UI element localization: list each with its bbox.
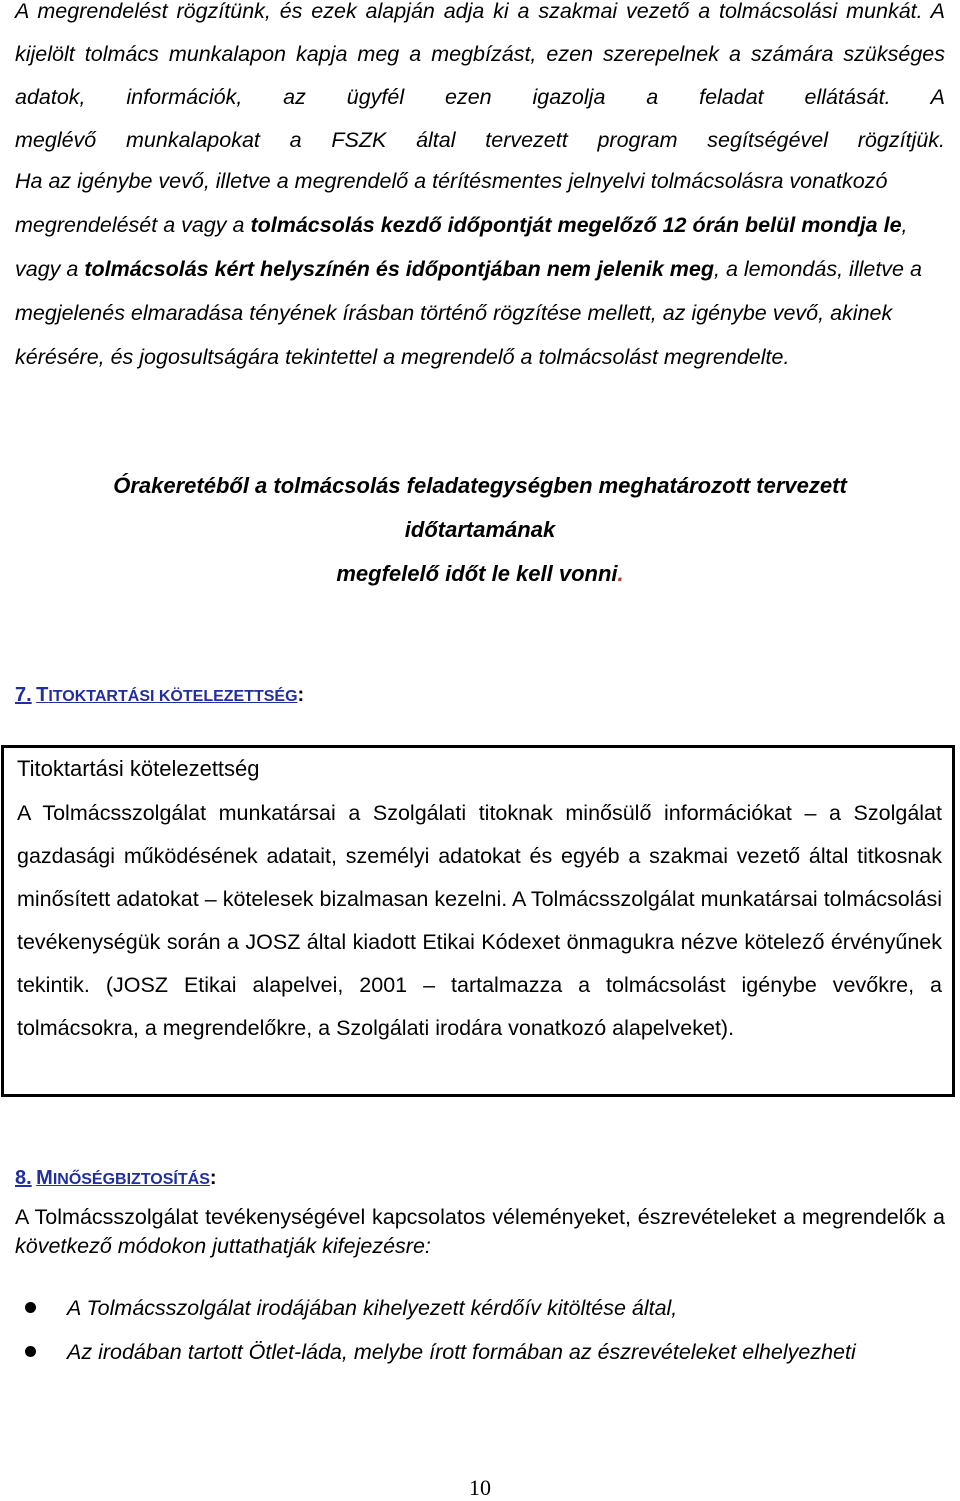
intro-paragraph-last-line: meglévő munkalapokat a FSZK által tervezett program segítségével rögzítjük.	[15, 128, 945, 152]
deduction-line-2: időtartamának	[404, 517, 556, 542]
bullet-icon	[25, 1302, 36, 1313]
section-8-number: 8.	[15, 1167, 32, 1189]
section-7-number: 7.	[15, 684, 32, 706]
deduction-line-1: Órakeretéből a tolmácsolás feladategységben meghatározott tervezett	[113, 473, 847, 498]
section-7-heading	[15, 684, 304, 707]
deduction-period: .	[617, 561, 624, 586]
deduction-line-3-text: megfelelő időt le kell vonni	[336, 561, 618, 586]
deduction-notice	[0, 464, 960, 596]
cancellation-text-2: , vagy a	[15, 213, 908, 281]
deduction-line-3	[0, 552, 960, 596]
feedback-methods-list	[0, 1286, 945, 1374]
list-item-text: Az irodában tartott Ötlet-láda, melybe írott formában az észrevételeket elhelyezheti	[67, 1340, 856, 1364]
section-7-first-letter: T	[36, 684, 49, 706]
list-item-text: A Tolmácsszolgálat irodájában kihelyezett kérdőív kitöltése által,	[67, 1296, 678, 1320]
cancellation-bold-2: tolmácsolás kért helyszínén és időpontjában nem jelenik meg	[84, 257, 714, 281]
confidentiality-box-title: Titoktartási kötelezettség	[17, 756, 260, 781]
section-8-rest: INŐSÉGBIZTOSÍTÁS	[52, 1171, 210, 1188]
feedback-italic: következő módokon juttathatják kifejezésre:	[15, 1234, 431, 1258]
section-7-rest: ITOKTARTÁSI KÖTELEZETTSÉG	[48, 688, 298, 705]
intro-paragraph	[15, 0, 945, 162]
confidentiality-box	[1, 745, 955, 1097]
cancellation-paragraph	[15, 159, 945, 379]
cancellation-bold-1: tolmácsolás kezdő időpontját megelőző 12 órán belül mondja le	[250, 213, 902, 237]
section-8-title	[36, 1167, 210, 1189]
bullet-icon	[25, 1346, 36, 1357]
feedback-paragraph	[15, 1203, 945, 1261]
section-8-colon: :	[209, 1167, 217, 1189]
confidentiality-box-body: A Tolmácsszolgálat munkatársai a Szolgálati titoknak minősülő információkat – a Szolgálat gazdasági működésének adatait, személyi adatokat és egyéb a szakmai vezető által titkosnak minősített adatokat – kötelesek bizalmasan kezelni. A Tolmácsszolgálat munkatársai tolmácsolási tevékenységük során a JOSZ által kiadott Etikai Kódexet önmagukra nézve kötelező érvényűnek tekintik. (JOSZ Etikai alapelvei, 2001 – tartalmazza a tolmácsolást igénybe vevőkre, a tolmácsokra, a megrendelőkre, a Szolgálati irodára vonatkozó alapelveket).	[17, 801, 942, 1040]
cancellation-text-1: Ha az igénybe vevő, illetve a megrendelő a térítésmentes jelnyelvi tolmácsolásra vonatkozó megrendelését a vagy a	[15, 169, 888, 237]
page-number: 10	[469, 1475, 491, 1500]
section-7-colon: :	[297, 684, 305, 706]
cancellation-text-3: , a lemondás, illetve a megjelenés elmaradása tényének írásban történő rögzítése mellett, az igénybe vevő, akinek kérésére, és jogosultságára tekintettel a megrendelő a tolmácsolást megrendelte.	[15, 257, 922, 369]
section-8-heading	[15, 1167, 217, 1190]
intro-paragraph-text: A megrendelést rögzítünk, és ezek alapján adja ki a szakmai vezető a tolmácsolási munkát. A kijelölt tolmács munkalapon kapja meg a megbízást, ezen szerepelnek a számára szükséges adatok, információk, az ügyfél ezen igazolja a feladat ellátását. A	[15, 0, 945, 109]
list-item	[0, 1286, 945, 1330]
section-7-title	[36, 684, 298, 706]
list-item	[0, 1330, 945, 1374]
section-8-first-letter: M	[36, 1167, 53, 1189]
feedback-text: A Tolmácsszolgálat tevékenységével kapcsolatos véleményeket, észrevételeket a megrendelők a	[15, 1205, 945, 1229]
